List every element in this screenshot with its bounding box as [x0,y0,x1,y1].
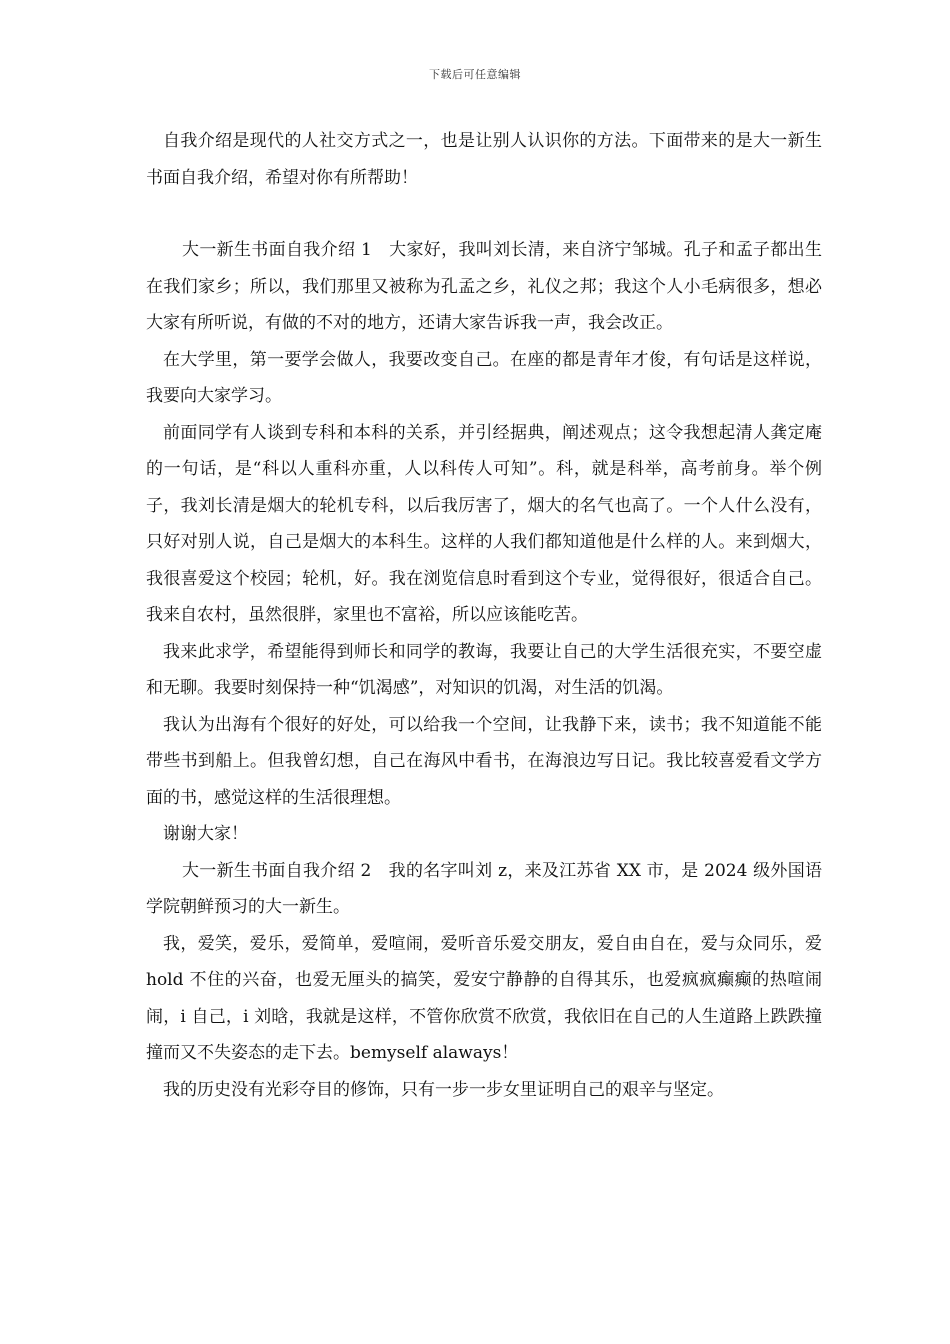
section-1-paragraph-6: 谢谢大家！ [163,824,248,844]
section-1-title: 大一新生书面自我介绍 1 [182,240,372,260]
section-1-paragraph-1: 大家好，我叫刘长清，来自济宁邹城。孔子和孟子都出生在我们家乡；所以，我们那里又被称为孔孟之乡，礼仪之邦；我这个人小毛病很多，想必大家有所听说，有做的不对的地方，还请大家告诉我一声，我会改正。 [146,240,822,333]
section-2-paragraph-2: 我，爱笑，爱乐，爱简单，爱喧闹，爱听音乐爱交朋友，爱自由自在，爱与众同乐，爱 hold 不住的兴奋，也爱无厘头的搞笑，爱安宁静静的自得其乐，也爱疯疯癫癫的热喧闹闹，i 自己，i 刘晗，我就是这样，不管你欣赏不欣赏，我依旧在自己的人生道路上跌跌撞撞而又不失姿态的走下去。bemyself alaways！ [146,933,822,1063]
section-1-paragraph-4: 我来此求学，希望能得到师长和同学的教诲，我要让自己的大学生活很充实，不要空虚和无聊。我要时刻保持一种“饥渴感”，对知识的饥渴，对生活的饥渴。 [146,641,822,698]
section-1-first-paragraph [146,232,822,342]
section-2-title: 大一新生书面自我介绍 2 [182,860,372,881]
section-1-paragraph-2: 在大学里，第一要学会做人，我要改变自己。在座的都是青年才俊，有句话是这样说，我要向大家学习。 [146,349,822,406]
document-body [146,123,822,1108]
section-1-paragraph-3: 前面同学有人谈到专科和本科的关系，并引经据典，阐述观点；这令我想起清人龚定庵的一句话，是“科以人重科亦重，人以科传人可知”。科，就是科举，高考前身。举个例子，我刘长清是烟大的轮机专科，以后我厉害了，烟大的名气也高了。一个人什么没有，只好对别人说，自己是烟大的本科生。这样的人我们都知道他是什么样的人。来到烟大，我很喜爱这个校园；轮机，好。我在浏览信息时看到这个专业，觉得很好，很适合自己。我来自农村，虽然很胖，家里也不富裕，所以应该能吃苦。 [146,422,822,625]
section-2-paragraph-1: 我的名字叫刘 z，来及江苏省 XX 市，是 2024 级外国语学院朝鲜预习的大一新生。 [146,860,822,917]
header-note: 下载后可任意编辑 [429,68,521,81]
blank-line [146,196,822,232]
section-1-paragraph-5: 我认为出海有个很好的好处，可以给我一个空间，让我静下来，读书；我不知道能不能带些书到船上。但我曾幻想，自己在海风中看书，在海浪边写日记。我比较喜爱看文学方面的书，感觉这样的生活很理想。 [146,714,822,808]
section-2-first-paragraph [146,853,822,926]
section-2-paragraph-3: 我的历史没有光彩夺目的修饰，只有一步一步女里证明自己的艰辛与坚定。 [163,1079,724,1100]
intro-paragraph: 自我介绍是现代的人社交方式之一，也是让别人认识你的方法。下面带来的是大一新生书面自我介绍，希望对你有所帮助！ [146,131,822,188]
